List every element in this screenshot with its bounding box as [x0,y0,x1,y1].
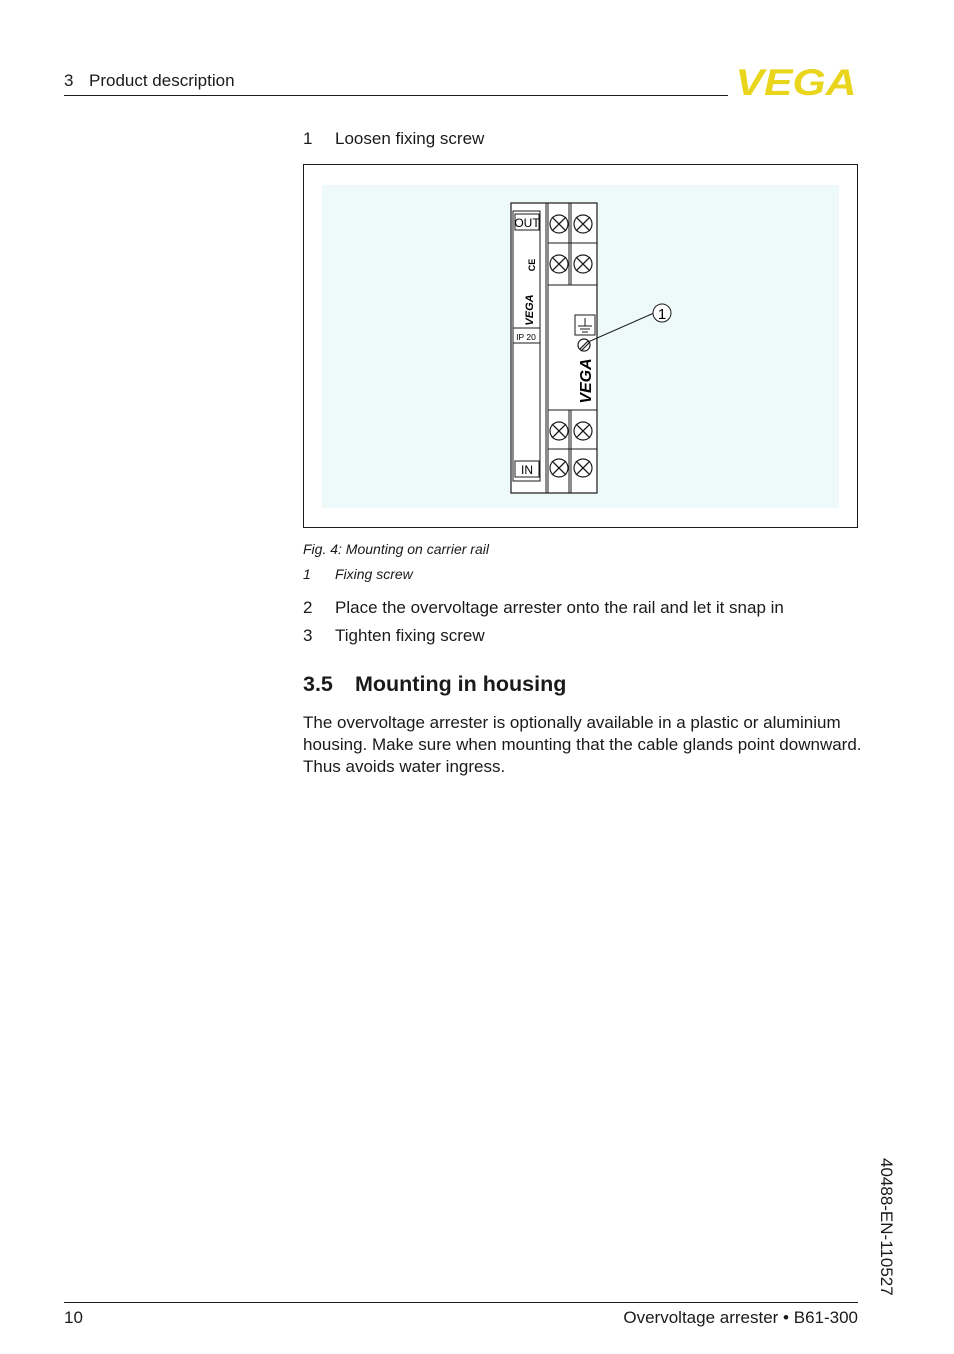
in-label: IN [521,463,533,477]
terminal-screw-bottom-left-2 [550,459,568,477]
out-label: OUT [514,216,540,230]
figure-frame [303,164,858,528]
running-header [64,71,235,91]
step-3 [303,626,485,646]
vega-logo [735,64,858,98]
ip-rating: IP 20 [516,332,536,342]
vega-logo-text: VEGA [735,64,857,98]
step-number: 3 [303,626,313,645]
terminal-screw-bottom-right-1 [574,422,592,440]
header-section-title: Product description [89,71,235,90]
section-number: 3.5 [303,672,333,696]
terminal-screw-top-right-2 [574,255,592,273]
footer-rule [64,1302,858,1303]
document-code: 40488-EN-110527 [877,1158,896,1296]
legend-text: Fixing screw [335,566,413,582]
brand-small: VEGA [524,294,536,326]
step-number: 2 [303,598,313,617]
terminal-screw-bottom-right-2 [574,459,592,477]
step-text: Place the overvoltage arrester onto the rail and let it snap in [335,598,784,617]
footer-document-title: Overvoltage arrester • B61-300 [623,1308,858,1327]
header-section-number: 3 [64,71,74,90]
step-2 [303,598,784,618]
brand-vertical: VEGA [578,358,595,404]
step-text: Tighten fixing screw [335,626,485,645]
callout-number: 1 [657,306,667,323]
terminal-screw-top-left-1 [550,215,568,233]
fixing-screw-icon [578,339,590,351]
terminal-screw-bottom-left-1 [550,422,568,440]
figure-caption: Fig. 4: Mounting on carrier rail [303,541,489,557]
figure-legend-item [303,566,413,582]
section-heading [303,672,566,697]
step-number: 1 [303,129,313,148]
terminal-screw-top-left-2 [550,255,568,273]
terminal-screw-top-right-1 [574,215,592,233]
mounting-diagram [304,165,857,527]
legend-number: 1 [303,566,311,582]
step-text: Loosen fixing screw [335,129,485,148]
step-1 [303,129,484,149]
ce-mark: CE [527,258,537,272]
header-rule [64,95,728,96]
section-title: Mounting in housing [355,672,567,696]
page-number: 10 [64,1308,83,1327]
section-body: The overvoltage arrester is optionally available in a plastic or aluminium housing. Make sure when mounting that the cable glands point downward. Thus avoids water ingress. [303,713,862,776]
